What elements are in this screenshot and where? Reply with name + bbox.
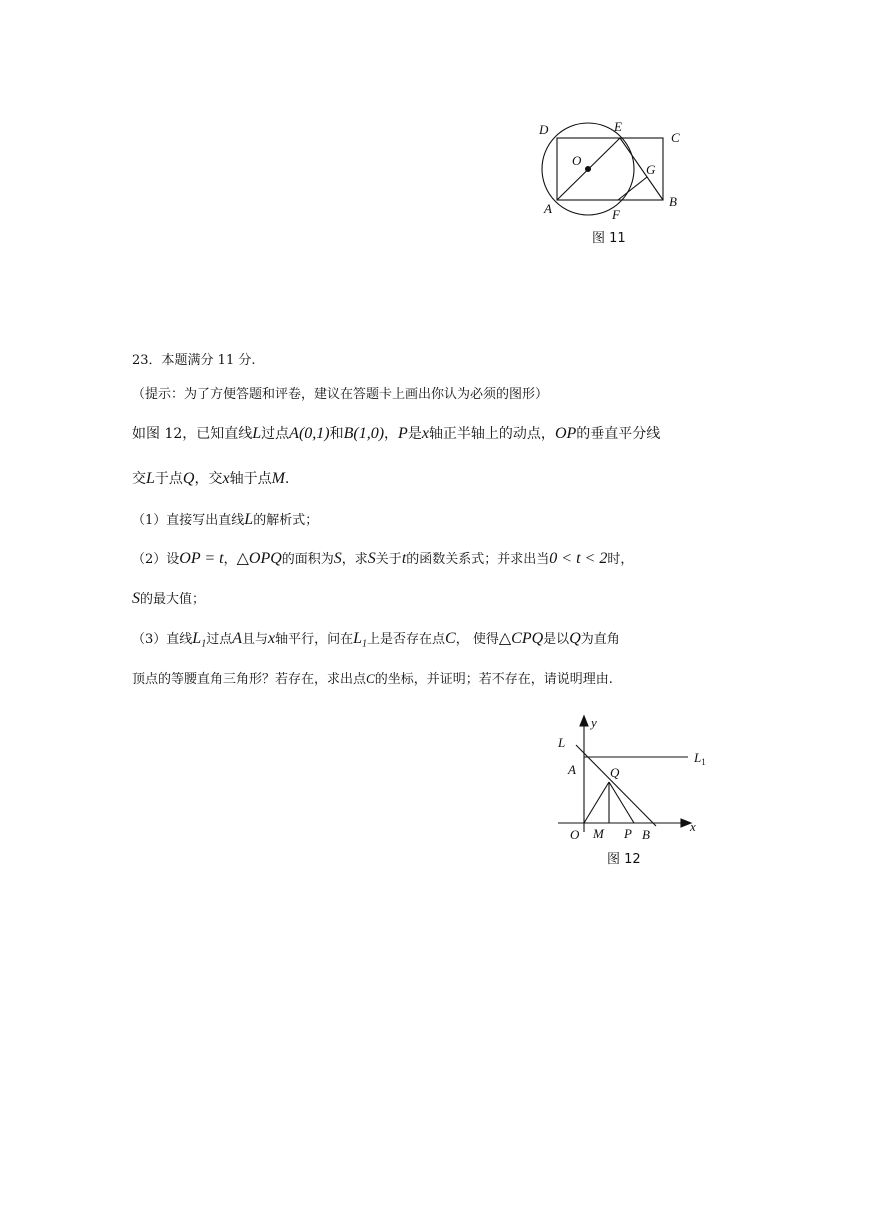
label-a: A bbox=[568, 762, 576, 777]
text: 轴于点 bbox=[229, 471, 272, 487]
label-b: B bbox=[642, 827, 650, 842]
text: 且与 bbox=[241, 632, 268, 647]
figure-12 bbox=[550, 712, 720, 872]
question-header: 23．本题满分 11 分. bbox=[132, 353, 256, 368]
text: 顶点的等腰直角三角形？若存在，求出点 bbox=[132, 672, 367, 687]
math: A bbox=[232, 630, 242, 647]
math: △OPQ bbox=[236, 550, 282, 567]
label-y: y bbox=[591, 715, 597, 730]
figure-11-caption: 图 11 bbox=[592, 231, 626, 246]
math: OP bbox=[554, 425, 577, 442]
subscript: 1 bbox=[362, 638, 368, 650]
text: 和 bbox=[329, 426, 344, 442]
math: Q bbox=[182, 470, 195, 487]
math: △CPQ bbox=[498, 630, 544, 647]
math: P bbox=[398, 425, 408, 442]
label-b: B bbox=[669, 194, 677, 209]
figure-12-caption: 图 12 bbox=[607, 852, 641, 867]
text: ， 使得 bbox=[455, 632, 499, 647]
label-l: L bbox=[558, 735, 566, 750]
text: 的解析式； bbox=[253, 513, 319, 528]
math: B(1,0) bbox=[343, 425, 385, 442]
center-point-o bbox=[586, 167, 591, 172]
math: x bbox=[421, 425, 429, 442]
text: 轴正半轴上的动点， bbox=[428, 426, 555, 442]
question-part-3-continued bbox=[132, 669, 613, 690]
math: L bbox=[353, 630, 363, 647]
label-q: Q bbox=[610, 765, 620, 780]
text: 时， bbox=[607, 552, 634, 567]
math: M bbox=[271, 470, 285, 487]
text: 交 bbox=[132, 471, 146, 487]
segment-eb bbox=[620, 138, 663, 200]
math: S bbox=[333, 550, 342, 567]
math: A(0,1) bbox=[289, 425, 330, 442]
text: 的坐标，并证明；若不存在，请说明理由. bbox=[374, 672, 613, 687]
text: 是以 bbox=[543, 632, 570, 647]
text: 如图 12，已知直线 bbox=[132, 426, 253, 442]
text: 的最大值； bbox=[140, 592, 206, 607]
text: （2）设 bbox=[132, 552, 180, 567]
math: S bbox=[132, 590, 140, 607]
question-line-1 bbox=[132, 424, 660, 444]
text: 过点 bbox=[261, 426, 290, 442]
math: OP = t bbox=[179, 550, 224, 567]
label-f: F bbox=[612, 207, 620, 222]
math: x bbox=[268, 630, 276, 647]
text: （3）直线 bbox=[132, 632, 193, 647]
label-o: O bbox=[572, 153, 582, 168]
math: S bbox=[367, 550, 376, 567]
text: 为直角 bbox=[580, 632, 620, 647]
text: 过点 bbox=[206, 632, 233, 647]
text: 轴平行，问在 bbox=[275, 632, 354, 647]
text: ，求 bbox=[341, 552, 368, 567]
label-c: C bbox=[671, 130, 680, 145]
text: 的函数关系式；并求出当 bbox=[406, 552, 550, 567]
question-part-2 bbox=[132, 549, 633, 570]
y-axis-arrow bbox=[580, 716, 588, 726]
label-l1-subscript: 1 bbox=[701, 757, 706, 767]
text: . bbox=[284, 471, 290, 487]
math: x bbox=[222, 470, 230, 487]
figure-11 bbox=[530, 115, 700, 250]
label-l1-letter: L bbox=[694, 750, 702, 765]
question-part-2-continued bbox=[132, 589, 205, 610]
subscript: 1 bbox=[201, 638, 207, 650]
text: ，交 bbox=[194, 471, 223, 487]
text: 于点 bbox=[154, 471, 183, 487]
question-line-2 bbox=[132, 469, 289, 489]
text: ， bbox=[223, 552, 237, 567]
label-e: E bbox=[614, 119, 622, 134]
math: t bbox=[401, 550, 407, 567]
math: L bbox=[244, 511, 254, 528]
segment-oq bbox=[584, 782, 609, 823]
text: 关于 bbox=[375, 552, 402, 567]
label-o: O bbox=[570, 827, 580, 842]
math: L bbox=[146, 470, 155, 487]
text: 上是否存在点 bbox=[367, 632, 446, 647]
question-hint: （提示：为了方便答题和评卷，建议在答题卡上画出你认为必须的图形） bbox=[132, 387, 549, 402]
math: C bbox=[445, 630, 456, 647]
math: L bbox=[192, 630, 202, 647]
text: 是 bbox=[407, 426, 422, 442]
math: C bbox=[366, 671, 375, 686]
label-x: x bbox=[690, 819, 696, 834]
text: 的面积为 bbox=[281, 552, 334, 567]
label-m: M bbox=[593, 826, 604, 841]
math: Q bbox=[569, 630, 581, 647]
label-g: G bbox=[646, 162, 656, 177]
question-part-3 bbox=[132, 629, 620, 655]
label-d: D bbox=[539, 122, 549, 137]
text: 的垂直平分线 bbox=[576, 426, 661, 442]
question-part-1 bbox=[132, 510, 318, 531]
segment-qp bbox=[609, 782, 634, 823]
math: 0 < t < 2 bbox=[549, 550, 608, 567]
math: L bbox=[252, 425, 262, 442]
label-a: A bbox=[544, 201, 552, 216]
text: ， bbox=[384, 426, 399, 442]
label-p: P bbox=[624, 826, 632, 841]
text: （1）直接写出直线 bbox=[132, 513, 245, 528]
label-l1 bbox=[693, 750, 706, 767]
